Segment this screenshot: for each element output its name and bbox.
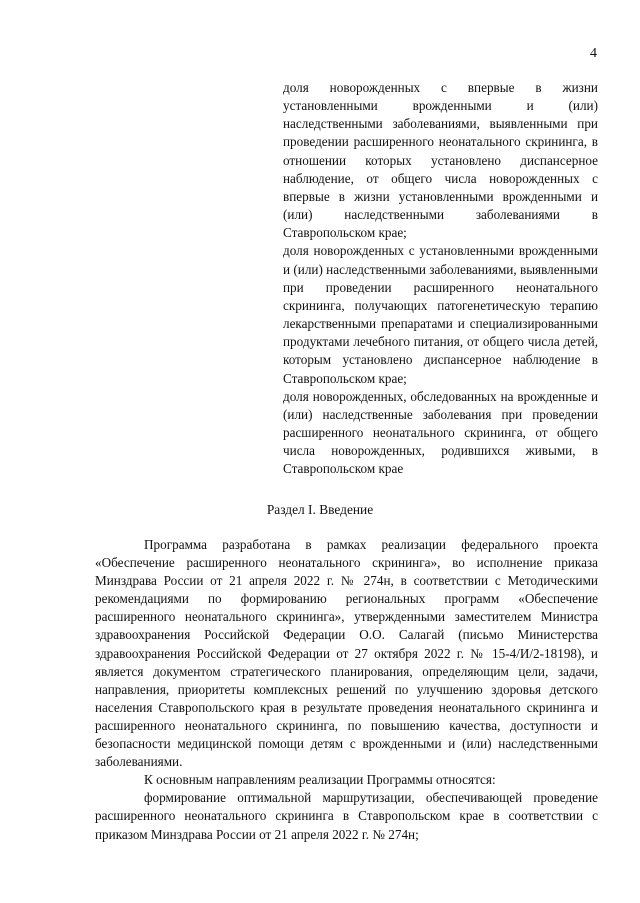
page-number: 4 (590, 46, 597, 61)
paragraph: Программа разработана в рамках реализации федерального проекта «Обеспечение расширенного неонатального скрининга», во исполнение приказа Минздрава России от 21 апреля 2022 г. № 274н, в соответствии с Методическими рекомендациями по формированию региональных программ «Обеспечение расширенного неонатального скрининга», утвержденными заместителем Министра здравоохранения Российской Федерации О.О. Салагай (письмо Министерства здравоохранения Российской Федерации от 27 октября 2022 г. № 15-4/И/2-18198), и является документом стратегического планирования, определяющим цели, задачи, направления, приоритеты комплексных решений по улучшению здоровья детского населения Ставропольского края в результате проведения неонатального скрининга и расширенного неонатального скрининга, по повышению качества, доступности и безопасности медицинской помощи детям с врожденными и (или) наследственными заболеваниями. (95, 537, 598, 770)
indicator-item: доля новорожденных с впервые в жизни установленными врожденными и (или) наследственными заболеваниями, выявленными при проведении расширенного неонатального скрининга, в отношении которых установлено диспансерное наблюдение, от общего числа новорожденных с впервые в жизни установленными врожденными и (или) наследственными заболеваниями в Ставропольском крае; (283, 80, 598, 241)
body-text (95, 536, 598, 844)
paragraph: К основным направлениям реализации Программы относятся: (144, 772, 496, 788)
paragraph: формирование оптимальной маршрутизации, обеспечивающей проведение расширенного неонатального скрининга в Ставропольском крае в соответствии с приказом Минздрава России от 21 апреля 2022 г. № 274н; (95, 790, 598, 842)
indicators-list (283, 79, 598, 478)
section-title: Раздел I. Введение (266, 502, 374, 517)
indicator-item: доля новорожденных с установленными врожденными и (или) наследственными заболеваниями, выявленными при проведении расширенного неонатального скрининга, получающих патогенетическую терапию лекарственными препаратами и специализированными продуктами лечебного питания, от общего числа детей, которым установлено диспансерное наблюдение в Ставропольском крае; (283, 243, 598, 386)
indicator-item: доля новорожденных, обследованных на врожденные и (или) наследственные заболевания при проведении расширенного неонатального скрининга, от общего числа новорожденных, родившихся живыми, в Ставропольском крае (283, 388, 598, 477)
